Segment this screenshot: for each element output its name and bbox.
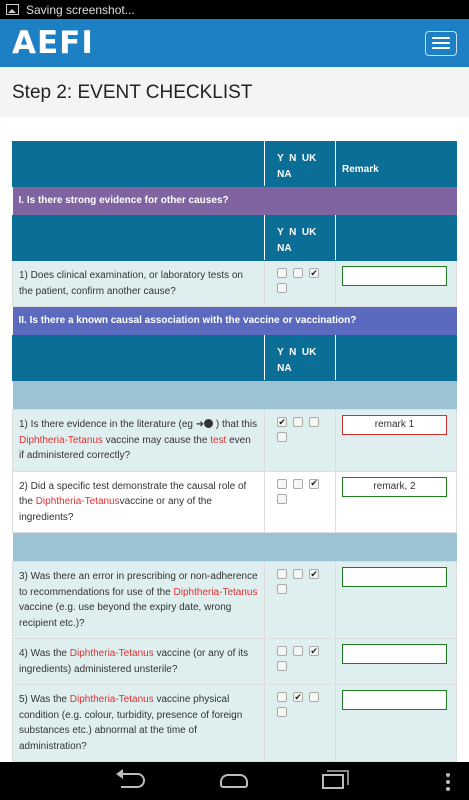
subsection-band [13,533,457,562]
subsection-band [13,381,457,410]
checkbox-uk[interactable] [309,417,319,427]
system-nav-bar [0,762,469,800]
remark-input[interactable]: remark, 2 [342,477,447,497]
hamburger-icon [432,37,450,39]
checkbox-y[interactable] [277,646,287,656]
checkbox-n[interactable] [293,479,303,489]
section-header-2: II. Is there a known causal association with the vaccine or vaccination? [13,307,457,336]
remark-header: Remark [336,142,457,187]
checkbox-uk[interactable]: ✔ [310,478,318,488]
overflow-menu-icon[interactable] [446,773,450,791]
checkbox-y[interactable]: ✔ [278,416,286,427]
question-text: 1) Is there evidence in the literature (eg ➜ ) that this Diphtheria-Tetanus vaccine may cause the test even if administered correctly? [13,410,265,472]
checklist-container[interactable] [12,141,457,762]
table-row [13,261,457,307]
checkbox-n[interactable] [293,646,303,656]
checkbox-na[interactable] [277,432,287,442]
checkbox-na[interactable] [277,584,287,594]
status-text: Saving screenshot... [26,2,135,17]
checkbox-uk[interactable]: ✔ [310,267,318,278]
remark-input[interactable] [342,644,447,664]
remark-input[interactable] [342,690,447,710]
home-icon[interactable] [220,774,248,788]
section-header-1: I. Is there strong evidence for other causes? [13,187,457,216]
image-icon [6,4,19,15]
question-text: 1) Does clinical examination, or laboratory tests on the patient, confirm another cause? [13,261,265,307]
globe-icon[interactable] [204,419,213,428]
question-text: 3) Was there an error in prescribing or non-adherence to recommendations for use of the Diphtheria-Tetanus vaccine (e.g. use beyond the expiry date, wrong recipient etc.)? [13,562,265,639]
checkbox-na[interactable] [277,494,287,504]
checklist-table [12,141,457,762]
checkbox-n[interactable] [293,268,303,278]
checkbox-n[interactable]: ✔ [294,691,302,702]
checkbox-y[interactable] [277,692,287,702]
menu-toggle-button[interactable] [425,31,457,56]
checkbox-y[interactable] [277,268,287,278]
recent-apps-icon[interactable] [322,774,344,789]
checkbox-uk[interactable]: ✔ [310,568,318,579]
subheader-row: Y N UK NA [13,216,457,261]
app-bar [0,19,469,67]
remark-input[interactable] [342,567,447,587]
page-header [0,67,469,117]
question-text: 5) Was the Diphtheria-Tetanus vaccine physical condition (e.g. colour, turbidity, presence of foreign substances etc.) abnormal at the time of administration? [13,685,265,762]
arrow-icon: ➜ [195,419,205,430]
checkbox-n[interactable] [293,569,303,579]
checkbox-uk[interactable] [309,692,319,702]
page-title: Step 2: EVENT CHECKLIST [12,82,253,103]
subheader-row: Y N UK NA [13,336,457,381]
checkbox-na[interactable] [277,707,287,717]
table-row [13,471,457,533]
checkbox-y[interactable] [277,479,287,489]
question-text: 4) Was the Diphtheria-Tetanus vaccine (or any of its ingredients) administered unsterile? [13,639,265,685]
checkbox-n[interactable] [293,417,303,427]
brand-logo[interactable]: AEFI [12,25,94,61]
table-row [13,562,457,639]
question-text: 2) Did a specific test demonstrate the causal role of the Diphtheria-Tetanusvaccine or any of the ingredients? [13,471,265,533]
checkbox-y[interactable] [277,569,287,579]
table-row [13,685,457,762]
table-header-row: Y N UK NA Remark [13,142,457,187]
checkbox-na[interactable] [277,661,287,671]
checkbox-na[interactable] [277,283,287,293]
table-row [13,410,457,472]
back-icon[interactable] [121,773,145,788]
remark-input[interactable] [342,266,447,286]
remark-input[interactable]: remark 1 [342,415,447,435]
table-row [13,639,457,685]
status-bar [0,0,469,19]
checkbox-uk[interactable]: ✔ [310,645,318,656]
